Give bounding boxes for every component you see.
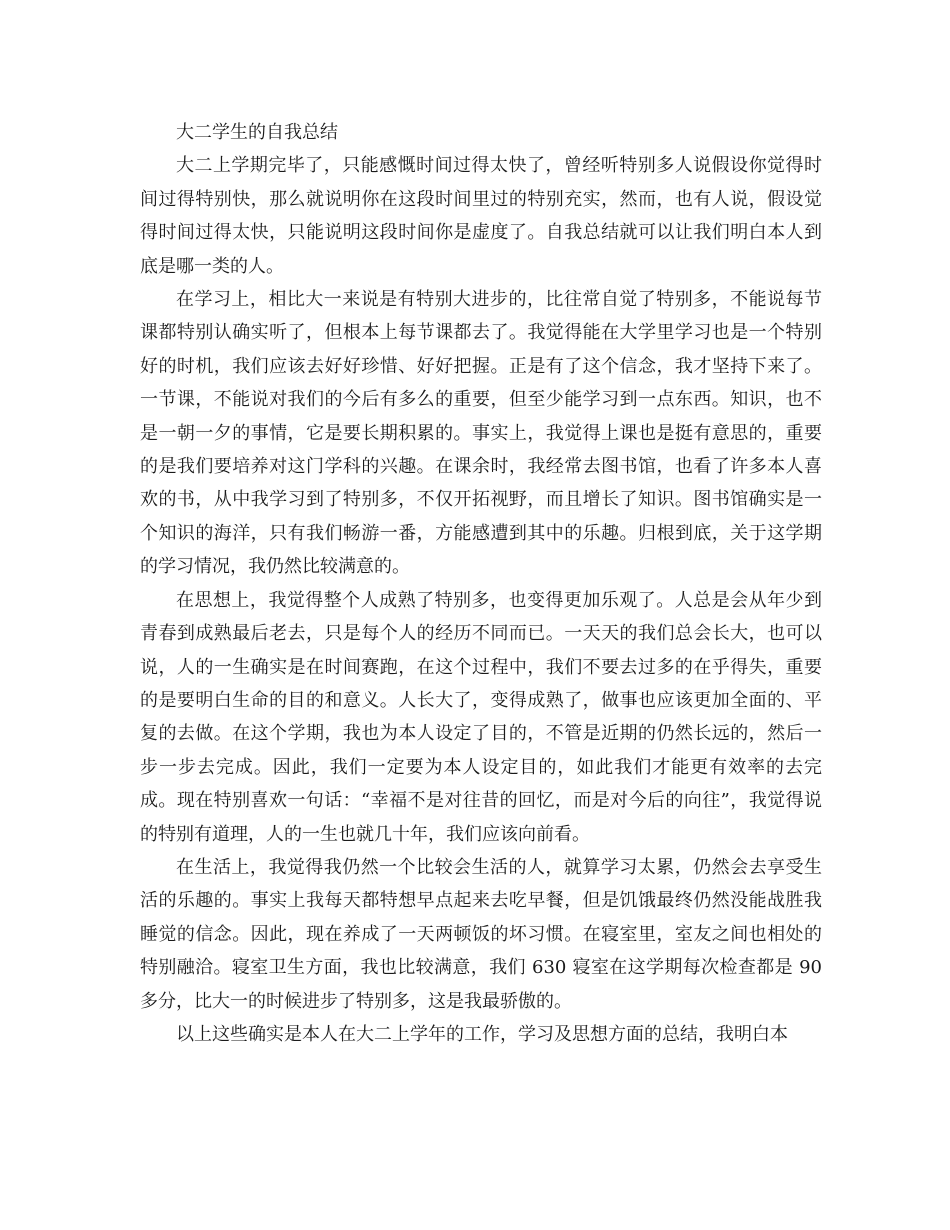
document-body <box>140 116 822 1051</box>
paragraph-study: 在学习上，相比大一来说是有特别大进步的，比往常自觉了特别多，不能说每节课都特别认确实听了，但根本上每节课都去了。我觉得能在大学里学习也是一个特别好的时机，我们应该去好好珍惜、好好把握。正是有了这个信念，我才坚持下来了。一节课，不能说对我们的今后有多么的重要，但至少能学习到一点东西。知识，也不是一朝一夕的事情，它是要长期积累的。事实上，我觉得上课也是挺有意思的，重要的是我们要培养对这门学科的兴趣。在课余时，我经常去图书馆，也看了许多本人喜欢的书，从中我学习到了特别多，不仅开拓视野，而且增长了知识。图书馆确实是一个知识的海洋，只有我们畅游一番，方能感遭到其中的乐趣。归根到底，关于这学期的学习情况，我仍然比较满意的。 <box>140 289 822 578</box>
paragraph-intro: 大二上学期完毕了，只能感慨时间过得太快了，曾经听特别多人说假设你觉得时间过得特别快，那么就说明你在这段时间里过的特别充实，然而，也有人说，假设觉得时间过得太快，只能说明这段时间你是虚度了。自我总结就可以让我们明白本人到底是哪一类的人。 <box>140 155 822 277</box>
paragraph-life: 在生活上，我觉得我仍然一个比较会生活的人，就算学习太累，仍然会去享受生活的乐趣的。事实上我每天都特想早点起来去吃早餐，但是饥饿最终仍然没能战胜我睡觉的信念。因此，现在养成了一天两顿饭的坏习惯。在寝室里，室友之间也相处的特别融洽。寝室卫生方面，我也比较满意，我们 630 寝室在这学期每次检查都是 90 多分，比大一的时候进步了特别多，这是我最骄傲的。 <box>140 856 822 1012</box>
document-title: 大二学生的自我总结 <box>176 122 338 143</box>
paragraph-thought: 在思想上，我觉得整个人成熟了特别多，也变得更加乐观了。人总是会从年少到青春到成熟最后老去，只是每个人的经历不同而已。一天天的我们总会长大，也可以说，人的一生确实是在时间赛跑，在这个过程中，我们不要去过多的在乎得失，重要的是要明白生命的目的和意义。人长大了，变得成熟了，做事也应该更加全面的、平复的去做。在这个学期，我也为本人设定了目的，不管是近期的仍然长远的，然后一步一步去完成。因此，我们一定要为本人设定目的，如此我们才能更有效率的去完成。现在特别喜欢一句话：“幸福不是对往昔的回忆，而是对今后的向往”，我觉得说的特别有道理，人的一生也就几十年，我们应该向前看。 <box>140 589 822 845</box>
paragraph-conclusion: 以上这些确实是本人在大二上学年的工作，学习及思想方面的总结，我明白本 <box>176 1023 788 1045</box>
